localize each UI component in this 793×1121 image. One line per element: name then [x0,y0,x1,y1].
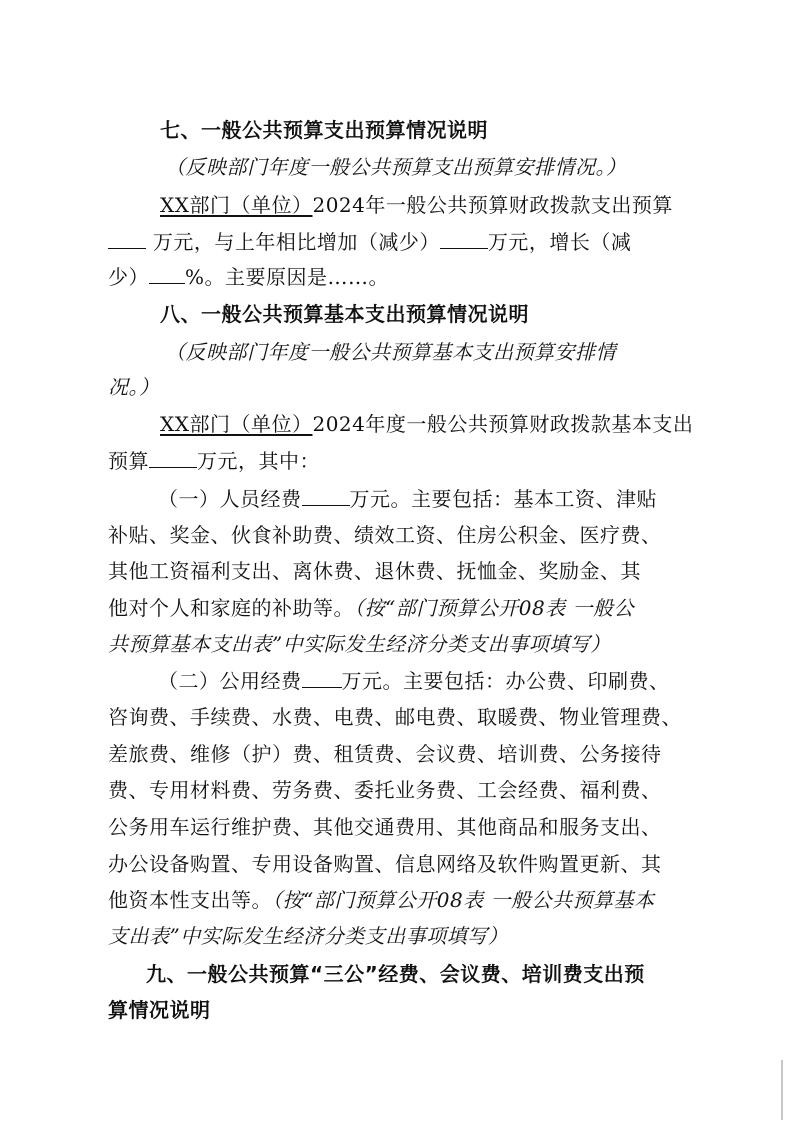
personnel-line-2: 补贴、奖金、伙食补助费、绩效工资、住房公积金、医疗费、 [108,523,662,547]
public-line-2: 咨询费、手续费、水费、电费、邮电费、取暖费、物业管理费、 [108,705,682,729]
public-line-5: 公务用车运行维护费、其他交通费用、其他商品和服务支出、 [108,815,662,839]
blank-percent [149,263,185,284]
scan-edge-mark [781,1060,783,1120]
section-7-heading: 七、一般公共预算支出预算情况说明 [160,118,488,142]
section-8-line-2: 预算 万元，其中： [108,449,320,473]
section-8-note-2: 况。） [108,375,160,399]
blank-amount [149,447,197,468]
personnel-line-1: （一）人员经费 万元。主要包括：基本工资、津贴 [158,487,657,511]
public-line-7: 他资本性支出等。（按“部门预算公开08表 一般公共预算基本 [108,888,655,912]
public-line-4: 费、专用材料费、劳务费、委托业务费、工会经费、福利费、 [108,778,662,802]
section-7-note: （反映部门年度一般公共预算支出预算安排情况。） [165,155,627,179]
public-line-3: 差旅费、维修（护）费、租赁费、会议费、培训费、公务接待 [108,742,662,766]
personnel-line-5: 共预算基本支出表”中实际发生经济分类支出事项填写） [108,632,611,656]
section-7-line-3: 少） %。主要原因是……。 [108,265,390,289]
public-line-8: 支出表”中实际发生经济分类支出事项填写） [108,924,509,948]
section-8-line-1: XX部门（单位）2024年度一般公共预算财政拨款基本支出 [160,412,694,436]
dept-unit-placeholder: XX部门（单位） [160,193,313,217]
section-9-heading-2: 算情况说明 [108,998,211,1022]
section-7-line-1: XX部门（单位）2024年一般公共预算财政拨款支出预算 [160,193,673,217]
dept-unit-placeholder: XX部门（单位） [160,412,313,436]
public-line-1: （二）公用经费 万元。主要包括：办公费、印刷费、 [158,669,670,693]
personnel-line-3: 其他工资福利支出、离休费、退休费、抚恤金、奖励金、其 [108,559,641,583]
personnel-line-4: 他对个人和家庭的补助等。（按“部门预算公开08表 一般公 [108,596,635,620]
section-8-heading: 八、一般公共预算基本支出预算情况说明 [160,302,529,326]
section-8-note-1: （反映部门年度一般公共预算基本支出预算安排情 [165,340,616,364]
blank-change [440,228,488,249]
blank-public [302,667,342,688]
blank-amount [108,228,146,249]
public-line-6: 办公设备购置、专用设备购置、信息网络及软件购置更新、其 [108,852,662,876]
blank-personnel [302,485,350,506]
section-9-heading-1: 九、一般公共预算“三公”经费、会议费、培训费支出预 [146,962,645,986]
section-7-line-2: 万元，与上年相比增加（减少） 万元，增长（减 [108,228,668,256]
